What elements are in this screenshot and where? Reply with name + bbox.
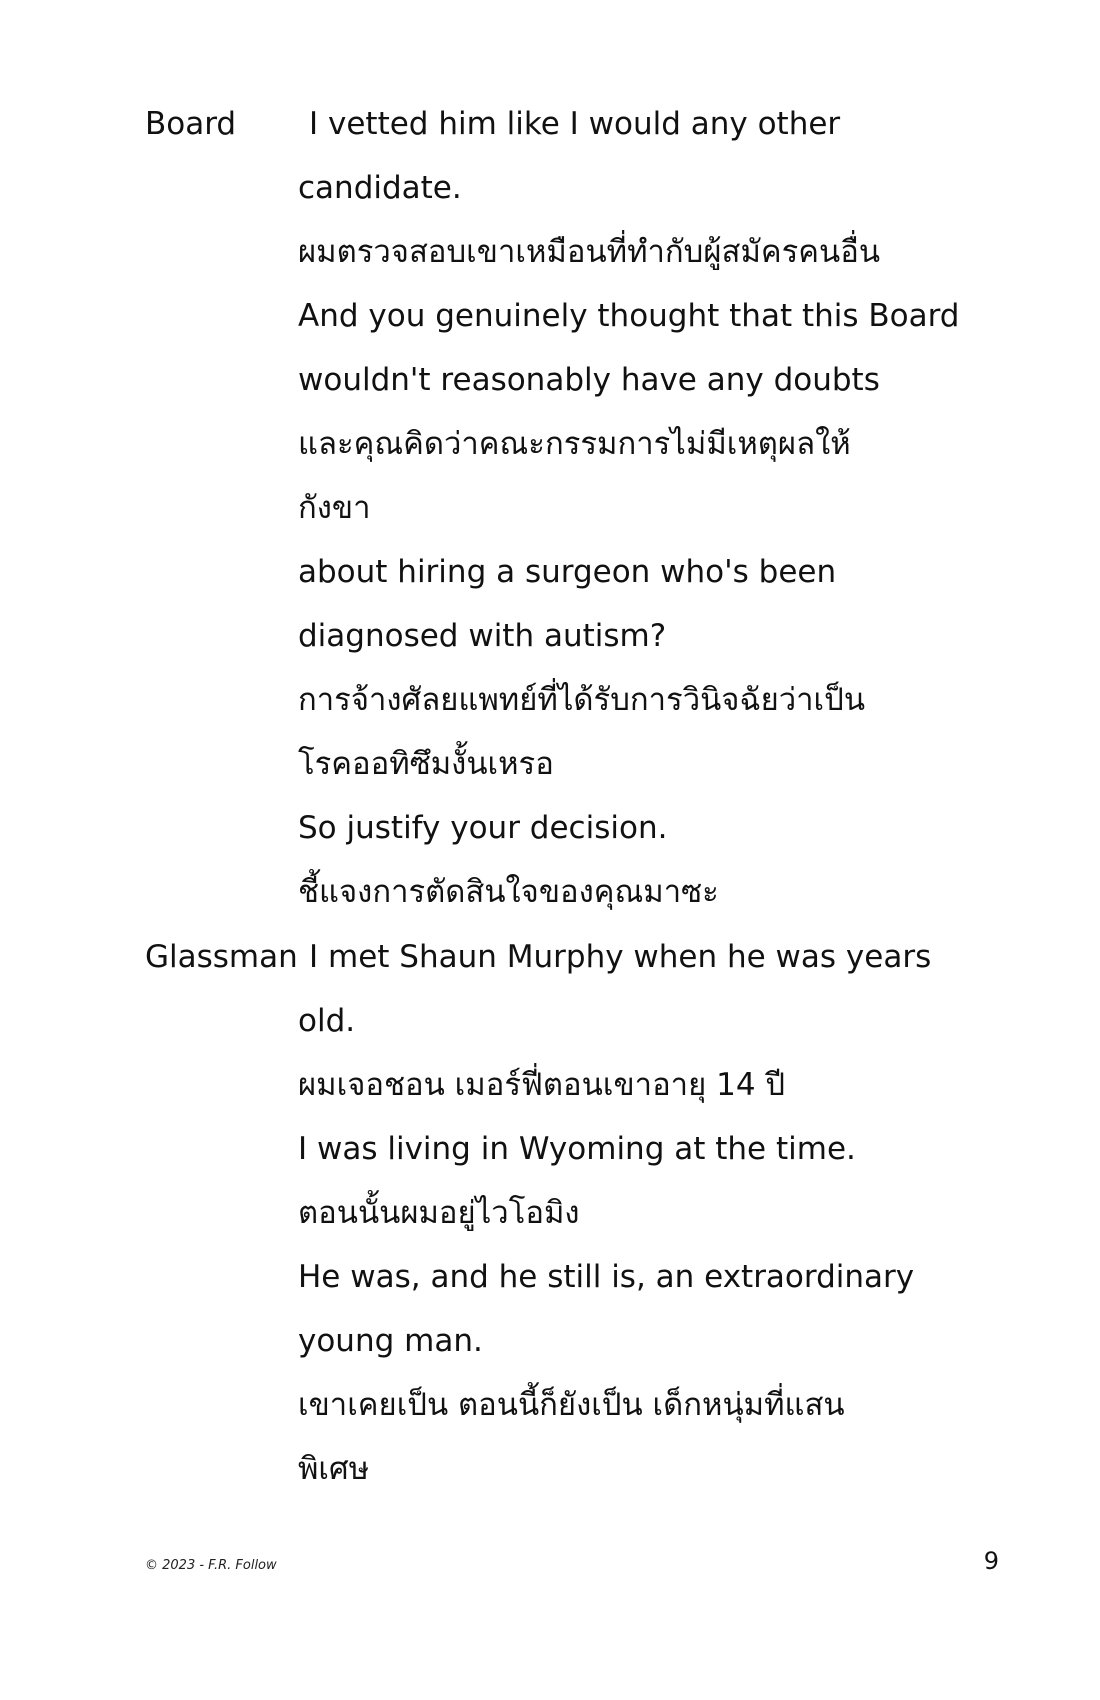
dialogue-line-thai: ชี้แจงการตัดสินใจของคุณมาซะ	[298, 874, 719, 910]
dialogue-line: So justify your decision.	[298, 810, 668, 846]
dialogue-line: diagnosed with autism?	[298, 618, 667, 654]
dialogue-line-thai: ผมเจอชอน เมอร์ฟี่ตอนเขาอายุ 14 ปี	[298, 1067, 786, 1103]
dialogue-line-thai: การจ้างศัลยแพทย์ที่ได้รับการวินิจฉัยว่าเป็น	[298, 682, 866, 718]
dialogue-line: And you genuinely thought that this Board	[298, 298, 960, 334]
dialogue-line-thai: และคุณคิดว่าคณะกรรมการไม่มีเหตุผลให้	[298, 426, 851, 462]
speaker-name: Glassman	[145, 939, 298, 975]
dialogue-line: He was, and he still is, an extraordinary	[298, 1259, 915, 1295]
dialogue-line: wouldn't reasonably have any doubts	[298, 362, 880, 398]
copyright-notice: © 2023 - F.R. Follow	[145, 1558, 277, 1573]
dialogue-line: I met Shaun Murphy when he was years	[309, 939, 932, 975]
dialogue-line-thai: ตอนนั้นผมอยู่ไวโอมิง	[298, 1195, 580, 1231]
dialogue-line-thai: โรคออทิซึมงั้นเหรอ	[298, 746, 554, 782]
dialogue-line-thai: กังขา	[298, 490, 371, 526]
dialogue-line: candidate.	[298, 170, 462, 206]
dialogue-line: old.	[298, 1003, 356, 1039]
dialogue-line: I vetted him like I would any other	[309, 106, 841, 142]
dialogue-line: I was living in Wyoming at the time.	[298, 1131, 856, 1167]
dialogue-line-thai: พิเศษ	[298, 1451, 370, 1487]
dialogue-line: young man.	[298, 1323, 483, 1359]
dialogue-line-thai: เขาเคยเป็น ตอนนี้ก็ยังเป็น เด็กหนุ่มที่แสน	[298, 1387, 845, 1423]
dialogue-line: about hiring a surgeon who's been	[298, 554, 837, 590]
dialogue-line-thai: ผมตรวจสอบเขาเหมือนที่ทำกับผู้สมัครคนอื่น	[298, 234, 881, 270]
page-number: 9	[983, 1547, 999, 1575]
speaker-name: Board	[145, 106, 237, 142]
